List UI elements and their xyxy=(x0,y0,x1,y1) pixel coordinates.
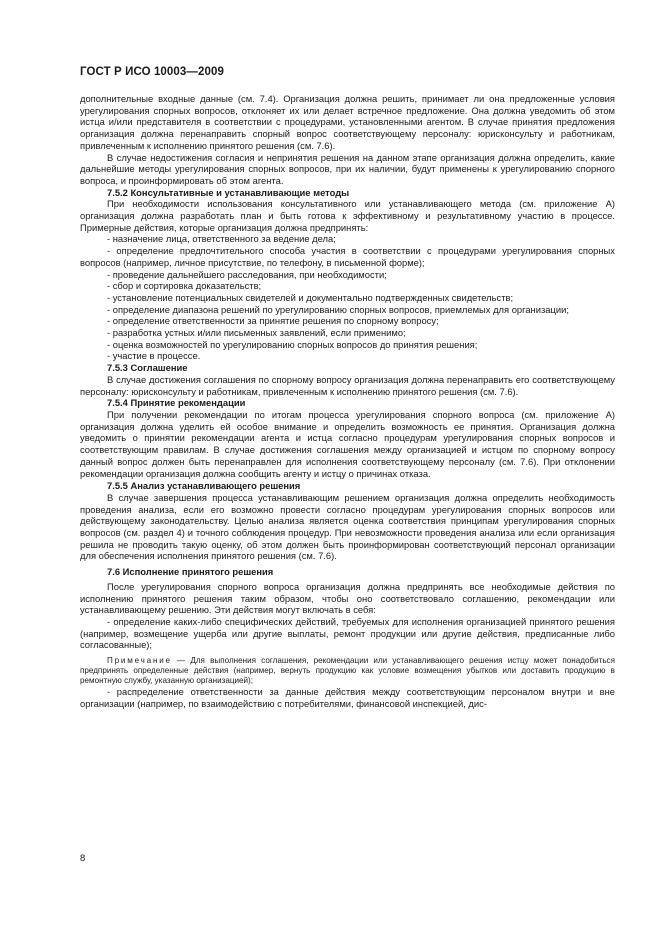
note-paragraph xyxy=(80,656,615,686)
document-body xyxy=(80,93,615,709)
list-item: - проведение дальнейшего расследования, при необходимости; xyxy=(107,268,387,280)
list-item: - определение каких-либо специфических действий, требуемых для исполнения организацией принятого решения (например, возмещение ущерба или другие выплаты, ремонт продукции или другие действия, предписанные либо согласованные); xyxy=(80,615,615,651)
list-item: - сбор и сортировка доказательств; xyxy=(107,280,262,292)
paragraph-continued: дополнительные входные данные (см. 7.4). Организация должна решить, принимает ли она предложенные условия урегулирования спорных вопросов, отклоняет их или делает встречное предложение. Она должна уведомить об этом истца и/или представителя в соответствии с процедурами, установленными агентом. В случае принятия предложения организация должна перенаправить спорный вопрос соответствующему персоналу: юрисконсульту и работникам, привлеченным к исполнению принятого решения (см. 7.6). xyxy=(80,93,615,151)
paragraph-list xyxy=(80,93,615,651)
paragraph: В случае достижения соглашения по спорному вопросу организация должна перенаправить его соответствующему персоналу: юрисконсульту и работникам, привлеченным к исполнению принятого решения (см. 7.6). xyxy=(80,373,615,397)
list-item: - оценка возможностей по урегулированию спорных вопросов до принятия решения; xyxy=(107,338,478,350)
paragraph: При необходимости использования консультативного или устанавливающего метода (см. приложение А) организация должна разработать план и быть готова к эффективному и результативному участию в процессе. Примерные действия, которые организация должна предпринять: xyxy=(80,198,615,233)
note-text: — Для выполнения соглашения, рекомендации или устанавливающего решения истцу может понадобиться предпринять определенные действия (например, вернуть продукцию как условие возмещения убытков или доставить продукцию в ремонтную службу, указанную организацией); xyxy=(80,656,615,686)
paragraph: В случае завершения процесса устанавливающим решением организация должна определить необходимость проведения анализа, если его возможно провести согласно процедурам урегулирования спорных вопросов или действующему законодательству. Целью анализа является оценка соответствия принципам урегулирования спорных вопросов (см. раздел 4) и точного соблюдения процедур. При невозможности проведения анализа или если организация решила не проводить такую оценку, об этом должен быть проинформирован соответствующий персонал организации для обеспечения исполнения принятого решения (см. 7.6). xyxy=(80,491,615,562)
list-item: - разработка устных и/или письменных заявлений, если применимо; xyxy=(107,327,406,339)
list-item: - распределение ответственности за данные действия между соответствующим персоналом внутри и вне организации (например, по взаимодействию с потребителями, финансовой инспекцией, дис- xyxy=(80,686,615,709)
paragraph: При получении рекомендации по итогам процесса урегулирования спорного вопроса (см. приложение А) организация должна уделить ей особое внимание и определить возможность ее принятия. Организация должна уведомить о принятии рекомендации агента и истца согласно процедурам урегулирования спорных вопросов и соответствующим правилам. В случае достижения соглашения между организацией и истцом по спорному вопросу данный вопрос должен быть перенаправлен для исполнения соответствующему персоналу (см. 7.6). При отклонении рекомендации организация должна сообщить агенту и истцу о причинах отказа. xyxy=(80,408,615,479)
page-number: 8 xyxy=(80,853,86,864)
document-header: ГОСТ Р ИСО 10003—2009 xyxy=(80,66,225,78)
list-item: - определение ответственности за принятие решения по спорному вопросу; xyxy=(107,315,439,327)
list-item: - назначение лица, ответственного за ведение дела; xyxy=(107,233,336,245)
paragraph: После урегулирования спорного вопроса организация должна предпринять все необходимые действия по исполнению принятого решения таким образом, чтобы оно соответствовало соглашению, рекомендации или устанавливающему решению. Эти действия могут включать в себя: xyxy=(80,580,615,616)
section-heading-7-5-3: 7.5.3 Соглашение xyxy=(107,362,188,374)
section-heading-7-5-2: 7.5.2 Консультативные и устанавливающие методы xyxy=(107,186,350,198)
list-item: - определение предпочтительного способа участия в соответствии с процедурами урегулирования спорных вопросов (например, личное присутствие, по телефону, в письменной форме); xyxy=(80,245,615,268)
list-item: - установление потенциальных свидетелей и документально подтвержденных свидетельств; xyxy=(107,291,514,303)
section-heading-7-6: 7.6 Исполнение принятого решения xyxy=(107,566,274,578)
list-item: - определение диапазона решений по урегулированию спорных вопросов, приемлемых для организации; xyxy=(107,303,569,315)
paragraph-list-tail xyxy=(80,686,615,709)
paragraph: В случае недостижения согласия и непринятия решения на данном этапе организация должна определить, какие дальнейшие методы урегулирования спорных вопросов, при их наличии, будут применены к урегулированию спорного вопроса, и проинформировать об этом агента. xyxy=(80,151,615,186)
note-label: Примечание xyxy=(107,656,172,666)
section-heading-7-5-5: 7.5.5 Анализ устанавливающего решения xyxy=(107,480,301,492)
list-item: - участие в процессе. xyxy=(107,350,201,362)
section-heading-7-5-4: 7.5.4 Принятие рекомендации xyxy=(107,397,246,409)
